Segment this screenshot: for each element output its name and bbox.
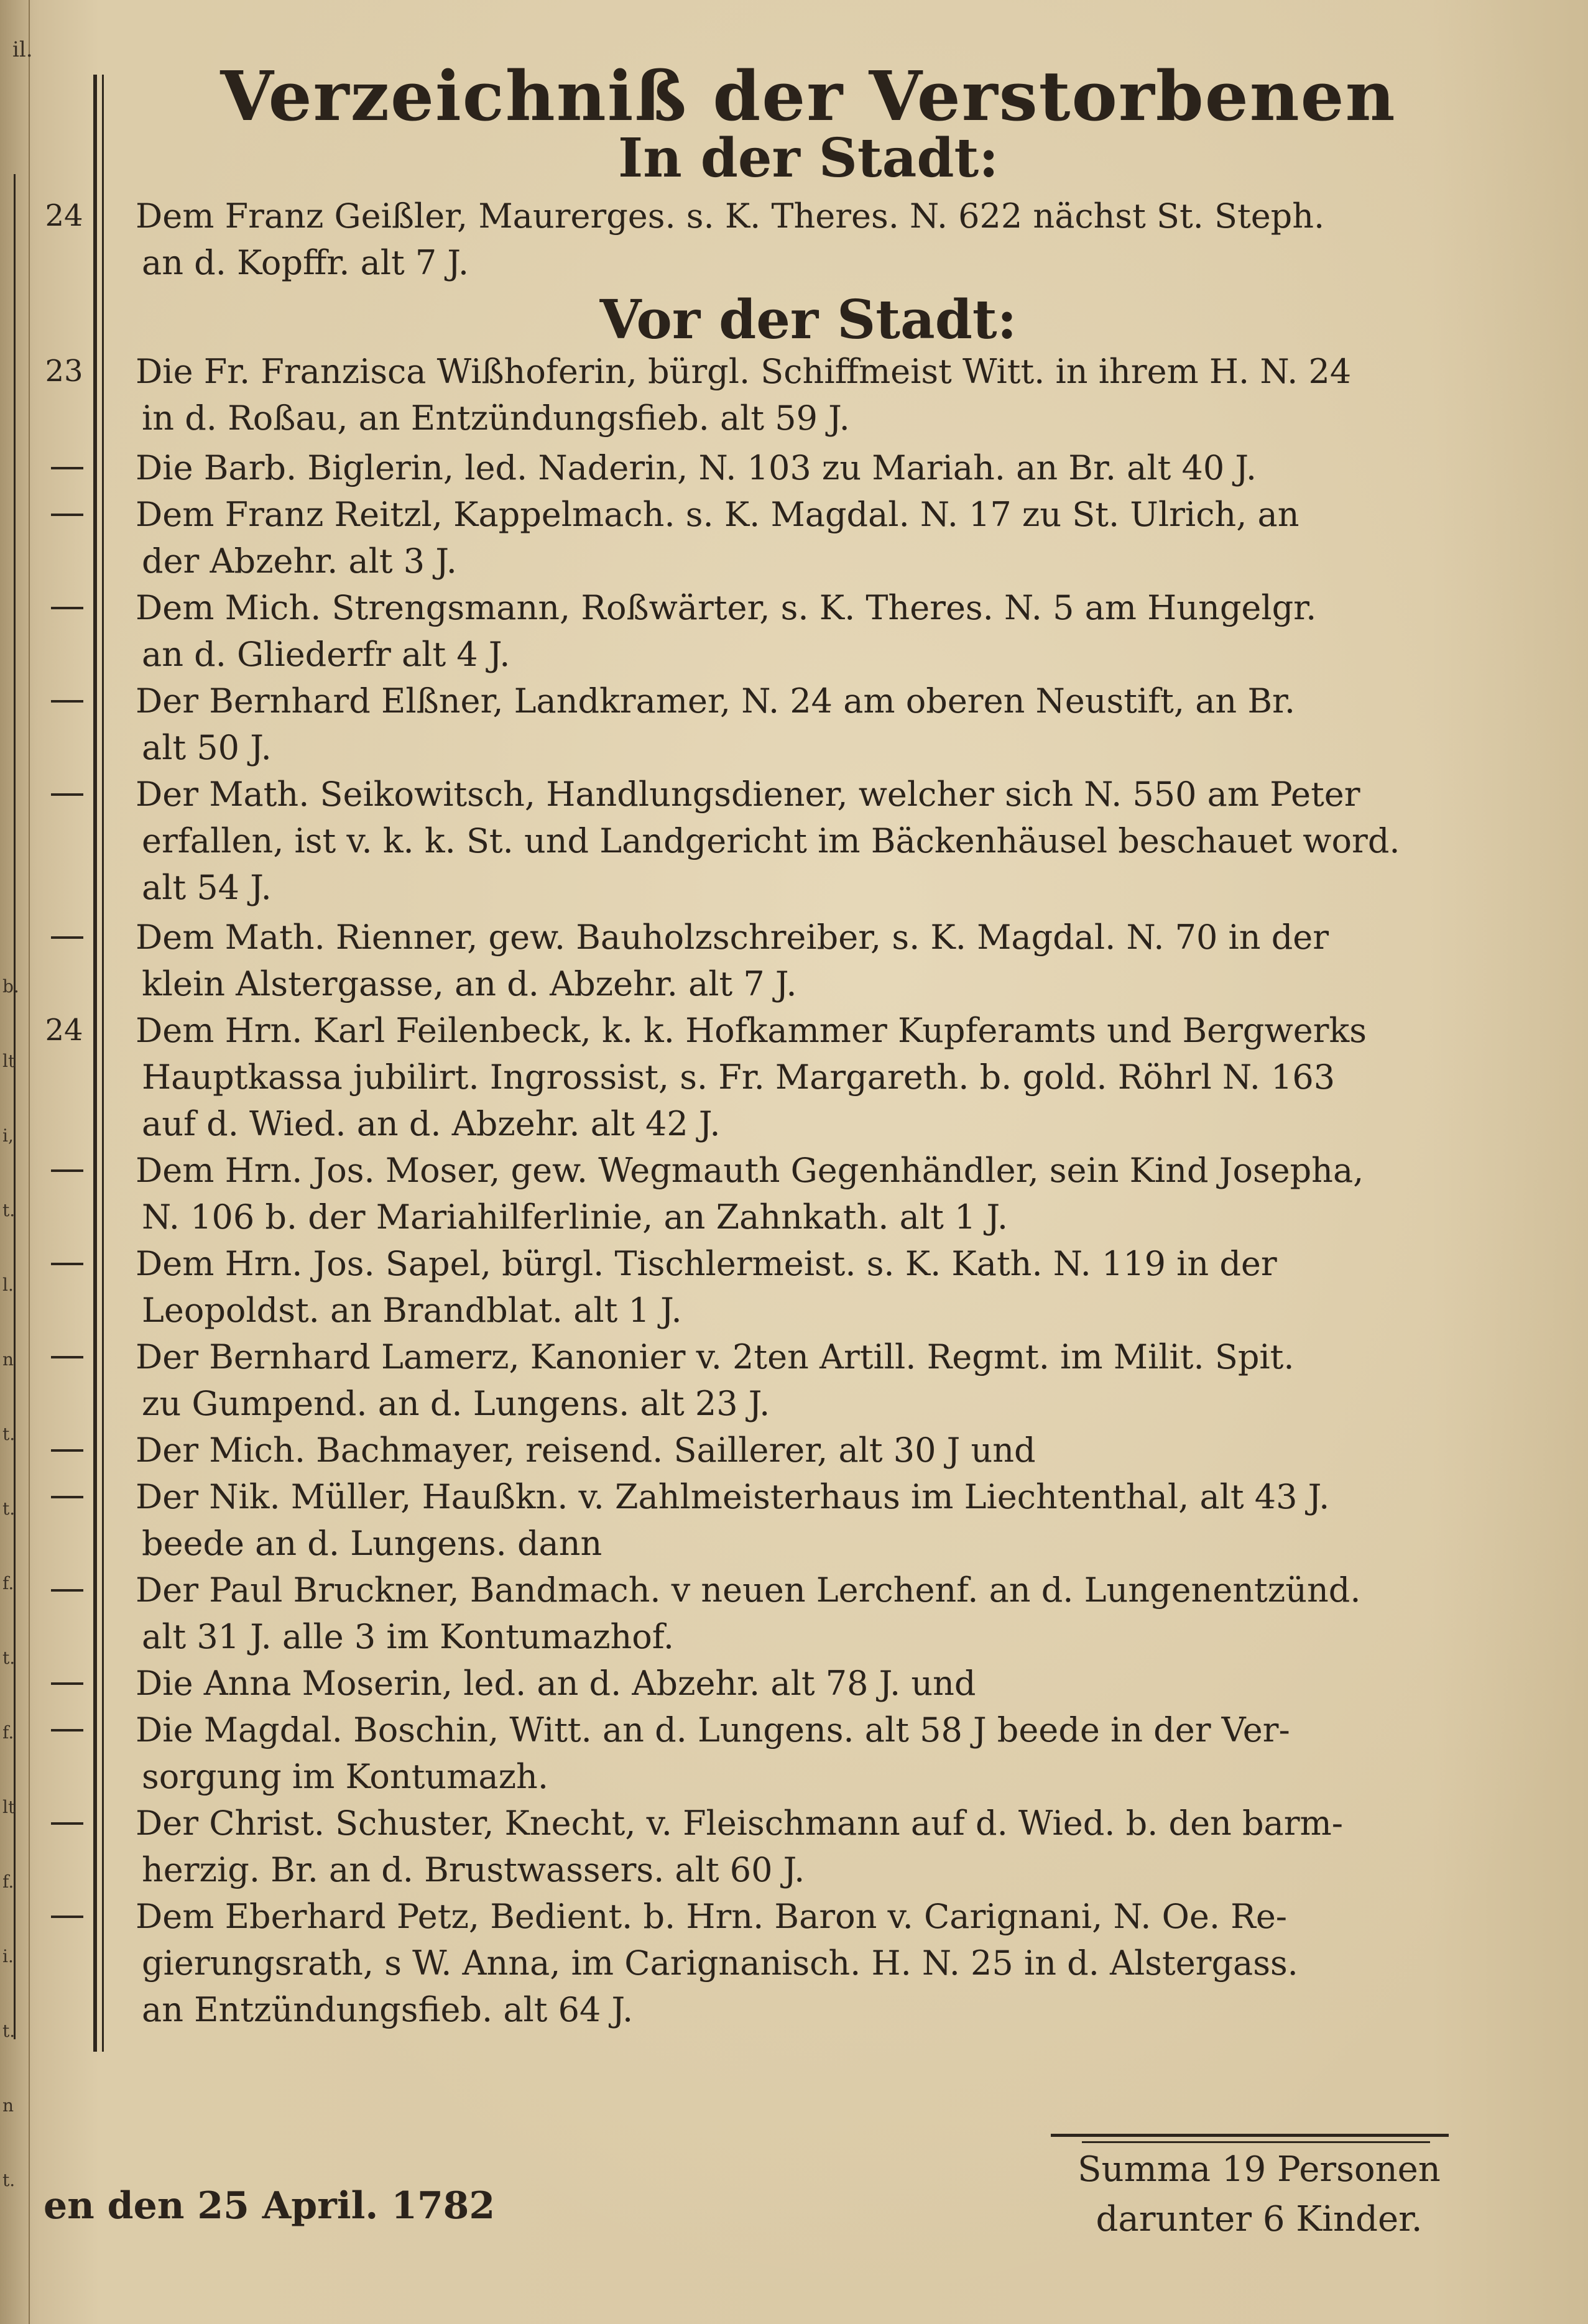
death-entry [136, 914, 1522, 1007]
edge-fragment: t. [2, 1648, 16, 1668]
entry-line: Dem Franz Geißler, Maurerges. s. K. Theres. N. 622 nächst St. Steph. [136, 196, 1325, 236]
edge-fragment: lt [2, 1051, 16, 1071]
vertical-rule-inner [102, 75, 104, 2052]
heading-suburb: Vor der Stadt: [599, 288, 1017, 351]
death-entry [136, 1473, 1522, 1567]
entry-line: Dem Math. Rienner, gew. Bauholzschreiber, s. K. Magdal. N. 70 in der [136, 918, 1329, 957]
entry-line: Der Bernhard Elßner, Landkramer, N. 24 am oberen Neustift, an Br. [136, 681, 1296, 721]
entry-dash-mark [51, 1729, 83, 1731]
summa-block [1057, 2145, 1461, 2244]
entry-line: alt 54 J. [142, 868, 272, 907]
margin-mark-top: il. [12, 37, 33, 62]
entry-line: Die Barb. Biglerin, led. Naderin, N. 103 zu Mariah. an Br. alt 40 J. [136, 448, 1257, 487]
entry-line: erfallen, ist v. k. k. St. und Landgericht im Bäckenhäusel beschauet word. [142, 821, 1400, 860]
entry-dash-mark [51, 1449, 83, 1452]
edge-fragment: n [2, 1349, 14, 1370]
death-entry [136, 1800, 1522, 1893]
entry-line: beede an d. Lungens. dann [142, 1524, 602, 1563]
entry-line: Die Anna Moserin, led. an d. Abzehr. alt 78 J. und [136, 1664, 976, 1703]
entry-dash-mark [51, 1496, 83, 1498]
entry-line: Der Math. Seikowitsch, Handlungsdiener, welcher sich N. 550 am Peter [136, 775, 1360, 814]
entry-dash-mark [51, 936, 83, 939]
entry-line: auf d. Wied. an d. Abzehr. alt 42 J. [142, 1104, 721, 1143]
entry-dash-mark [51, 793, 83, 796]
entry-line: Dem Hrn. Jos. Sapel, bürgl. Tischlermeist. s. K. Kath. N. 119 in der [136, 1244, 1277, 1283]
entry-line: an d. Gliederfr alt 4 J. [142, 635, 510, 674]
edge-fragment: t. [2, 1424, 16, 1444]
edge-fragment: f. [2, 1871, 14, 1892]
death-entry [136, 1147, 1522, 1240]
death-entry [136, 193, 1522, 286]
edge-fragment: t. [2, 1200, 16, 1220]
date-line: en den 25 April. 1782 [44, 2184, 496, 2228]
entry-line: Der Bernhard Lamerz, Kanonier v. 2ten Artill. Regmt. im Milit. Spit. [136, 1337, 1295, 1376]
entry-line: Dem Hrn. Karl Feilenbeck, k. k. Hofkammer Kupferamts und Bergwerks [136, 1011, 1367, 1050]
entry-line: N. 106 b. der Mariahilferlinie, an Zahnkath. alt 1 J. [142, 1197, 1009, 1237]
death-entry [136, 1007, 1522, 1147]
edge-fragment: t. [2, 2021, 16, 2041]
entry-dash-mark [51, 1682, 83, 1685]
entry-line: Die Magdal. Boschin, Witt. an d. Lungens. alt 58 J beede in der Ver- [136, 1710, 1290, 1750]
summa-total: Summa 19 Personen [1078, 2149, 1441, 2190]
entry-line: in d. Roßau, an Entzündungsfieb. alt 59 J. [142, 399, 850, 438]
entry-dash-mark [51, 514, 83, 516]
entry-line: Hauptkassa jubilirt. Ingrossist, s. Fr. Margareth. b. gold. Röhrl N. 163 [142, 1058, 1336, 1097]
entry-dash-mark [51, 1356, 83, 1358]
entry-line: Die Fr. Franzisca Wißhoferin, bürgl. Schiffmeist Witt. in ihrem H. N. 24 [136, 352, 1352, 391]
entry-line: Der Mich. Bachmayer, reisend. Saillerer, alt 30 J und [136, 1431, 1036, 1470]
edge-fragment: t. [2, 1498, 16, 1519]
heading-city: In der Stadt: [618, 127, 999, 190]
edge-fragment: t. [2, 2170, 16, 2190]
edge-fragment: f. [2, 1573, 14, 1593]
entry-line: gierungsrath, s W. Anna, im Carignanisch. H. N. 25 in d. Alstergass. [142, 1944, 1298, 1983]
entry-line: zu Gumpend. an d. Lungens. alt 23 J. [142, 1384, 770, 1423]
entry-dash-mark [51, 1589, 83, 1592]
edge-fragment: lt [2, 1797, 16, 1817]
entry-line: Der Nik. Müller, Haußkn. v. Zahlmeisterhaus im Liechtenthal, alt 43 J. [136, 1477, 1330, 1516]
entry-line: alt 50 J. [142, 728, 272, 767]
summa-rule-thin [1082, 2141, 1430, 2143]
entry-day-number: 24 [45, 1013, 83, 1048]
death-entry [136, 1240, 1522, 1334]
death-entry [136, 771, 1522, 911]
entry-line: Dem Eberhard Petz, Bedient. b. Hrn. Baron v. Carignani, N. Oe. Re- [136, 1897, 1288, 1936]
death-entry [136, 1707, 1522, 1800]
entry-line: Leopoldst. an Brandblat. alt 1 J. [142, 1291, 682, 1330]
summa-children: darunter 6 Kinder. [1096, 2199, 1423, 2239]
death-entry [136, 678, 1522, 771]
entry-day-number: 24 [45, 198, 83, 233]
death-entry [136, 1567, 1522, 1660]
entry-dash-mark [51, 467, 83, 469]
edge-fragment: l. [2, 1275, 14, 1295]
entry-dash-mark [51, 1822, 83, 1825]
entry-line: herzig. Br. an d. Brustwassers. alt 60 J. [142, 1850, 805, 1889]
death-entry [136, 1427, 1522, 1473]
entry-day-number: 23 [45, 354, 83, 389]
vertical-rule-outer [93, 75, 97, 2052]
entry-line: Dem Hrn. Jos. Moser, gew. Wegmauth Gegenhändler, sein Kind Josepha, [136, 1151, 1364, 1190]
entry-line: an d. Kopffr. alt 7 J. [142, 243, 469, 282]
entry-line: alt 31 J. alle 3 im Kontumazhof. [142, 1617, 675, 1656]
entry-dash-mark [51, 1916, 83, 1918]
edge-fragment: i, [2, 1125, 14, 1146]
page-title: Verzeichniß der Verstorbenen [220, 56, 1396, 136]
death-entry [136, 491, 1522, 584]
edge-fragment: f. [2, 1722, 14, 1743]
death-entry [136, 348, 1522, 441]
entry-dash-mark [51, 1169, 83, 1172]
edge-fragment: i. [2, 1946, 14, 1967]
entry-line: Dem Franz Reitzl, Kappelmach. s. K. Magdal. N. 17 zu St. Ulrich, an [136, 495, 1299, 534]
death-entry [136, 445, 1522, 491]
entry-line: an Entzündungsfieb. alt 64 J. [142, 1990, 634, 2029]
entry-line: der Abzehr. alt 3 J. [142, 542, 457, 581]
death-entry [136, 1893, 1522, 2033]
death-entry [136, 1334, 1522, 1427]
entry-dash-mark [51, 607, 83, 609]
entry-line: Der Christ. Schuster, Knecht, v. Fleischmann auf d. Wied. b. den barm- [136, 1804, 1343, 1843]
entry-line: Der Paul Bruckner, Bandmach. v neuen Lerchenf. an d. Lungenentzünd. [136, 1570, 1361, 1610]
death-entry [136, 1660, 1522, 1707]
summa-rule [1051, 2134, 1449, 2137]
entry-dash-mark [51, 700, 83, 703]
edge-fragment: n [2, 2095, 14, 2116]
edge-fragment: b. [2, 976, 19, 997]
death-entry [136, 584, 1522, 678]
vertical-rule-left [14, 174, 16, 2039]
entry-dash-mark [51, 1263, 83, 1265]
entry-line: Dem Mich. Strengsmann, Roßwärter, s. K. Theres. N. 5 am Hungelgr. [136, 588, 1317, 627]
entry-line: klein Alstergasse, an d. Abzehr. alt 7 J. [142, 964, 797, 1003]
entry-line: sorgung im Kontumazh. [142, 1757, 548, 1796]
